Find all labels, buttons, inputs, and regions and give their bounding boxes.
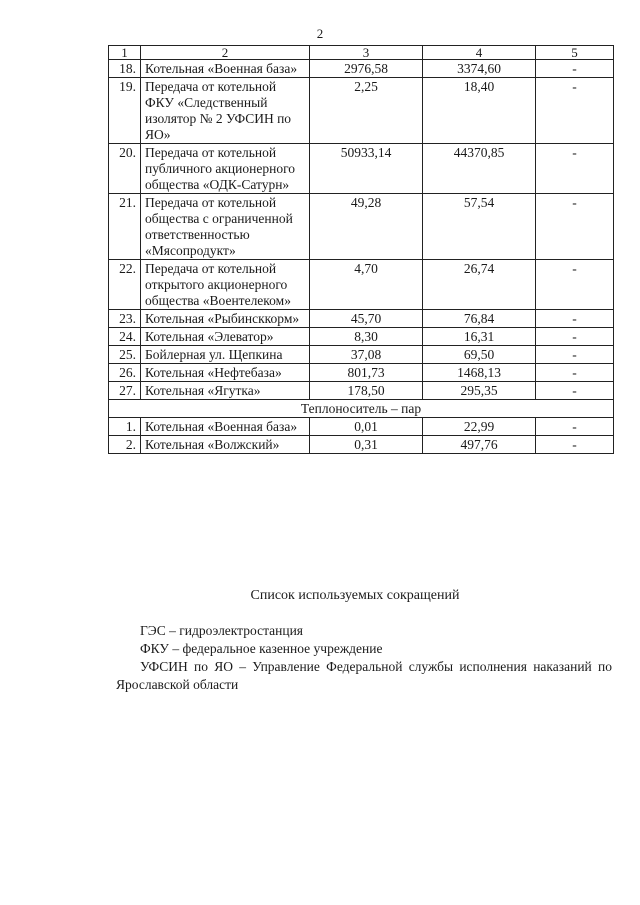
data-table xyxy=(108,45,614,454)
page-number: 2 xyxy=(316,26,324,41)
column-header: 3 xyxy=(310,46,423,60)
column-header: 5 xyxy=(536,46,614,60)
facility-name: Котельная «Волжский» xyxy=(141,436,310,454)
value-col5: - xyxy=(536,144,614,194)
table-row xyxy=(109,364,614,382)
row-number: 25. xyxy=(109,346,141,364)
value-col4: 26,74 xyxy=(423,260,536,310)
value-col5: - xyxy=(536,78,614,144)
value-col3: 801,73 xyxy=(310,364,423,382)
column-header: 2 xyxy=(141,46,310,60)
value-col4: 69,50 xyxy=(423,346,536,364)
row-number: 23. xyxy=(109,310,141,328)
table-row xyxy=(109,194,614,260)
value-col4: 3374,60 xyxy=(423,60,536,78)
facility-name: Бойлерная ул. Щепкина xyxy=(141,346,310,364)
value-col5: - xyxy=(536,346,614,364)
row-number: 26. xyxy=(109,364,141,382)
row-number: 27. xyxy=(109,382,141,400)
value-col3: 2976,58 xyxy=(310,60,423,78)
value-col3: 0,01 xyxy=(310,418,423,436)
abbreviation-item: ФКУ – федеральное казенное учреждение xyxy=(140,641,383,656)
row-number: 22. xyxy=(109,260,141,310)
abbreviation-item: ГЭС – гидроэлектростанция xyxy=(140,623,304,638)
facility-name: Котельная «Элеватор» xyxy=(141,328,310,346)
table-row xyxy=(109,310,614,328)
value-col4: 18,40 xyxy=(423,78,536,144)
value-col5: - xyxy=(536,418,614,436)
row-number: 18. xyxy=(109,60,141,78)
row-number: 1. xyxy=(109,418,141,436)
table-row xyxy=(109,418,614,436)
table-row xyxy=(109,60,614,78)
section-title: Теплоноситель – пар xyxy=(109,400,614,418)
value-col4: 16,31 xyxy=(423,328,536,346)
value-col5: - xyxy=(536,382,614,400)
facility-name: Передача от котельной общества с ограниченной ответственностью «Мясопродукт» xyxy=(141,194,310,260)
value-col3: 45,70 xyxy=(310,310,423,328)
value-col4: 295,35 xyxy=(423,382,536,400)
table-row xyxy=(109,78,614,144)
value-col3: 2,25 xyxy=(310,78,423,144)
table-row xyxy=(109,144,614,194)
value-col5: - xyxy=(536,194,614,260)
row-number: 20. xyxy=(109,144,141,194)
table-row xyxy=(109,260,614,310)
value-col5: - xyxy=(536,364,614,382)
table-header-row xyxy=(109,46,614,60)
table-row xyxy=(109,346,614,364)
value-col5: - xyxy=(536,260,614,310)
value-col4: 22,99 xyxy=(423,418,536,436)
facility-name: Передача от котельной ФКУ «Следственный изолятор № 2 УФСИН по ЯО» xyxy=(141,78,310,144)
facility-name: Котельная «Военная база» xyxy=(141,60,310,78)
facility-name: Котельная «Нефтебаза» xyxy=(141,364,310,382)
value-col4: 1468,13 xyxy=(423,364,536,382)
value-col4: 497,76 xyxy=(423,436,536,454)
row-number: 2. xyxy=(109,436,141,454)
table-row xyxy=(109,382,614,400)
table-row xyxy=(109,328,614,346)
facility-name: Котельная «Военная база» xyxy=(141,418,310,436)
row-number: 24. xyxy=(109,328,141,346)
value-col5: - xyxy=(536,328,614,346)
table-row xyxy=(109,436,614,454)
value-col3: 50933,14 xyxy=(310,144,423,194)
value-col3: 49,28 xyxy=(310,194,423,260)
value-col4: 44370,85 xyxy=(423,144,536,194)
row-number: 19. xyxy=(109,78,141,144)
value-col5: - xyxy=(536,310,614,328)
column-header: 1 xyxy=(109,46,141,60)
value-col3: 0,31 xyxy=(310,436,423,454)
abbreviation-item: УФСИН по ЯО – Управление Федеральной службы исполнения наказаний по Ярославской области xyxy=(116,659,612,692)
value-col5: - xyxy=(536,60,614,78)
row-number: 21. xyxy=(109,194,141,260)
value-col3: 178,50 xyxy=(310,382,423,400)
abbreviations-title: Список используемых сокращений xyxy=(250,588,460,603)
value-col4: 76,84 xyxy=(423,310,536,328)
facility-name: Котельная «Ягутка» xyxy=(141,382,310,400)
value-col3: 8,30 xyxy=(310,328,423,346)
section-row xyxy=(109,400,614,418)
value-col3: 4,70 xyxy=(310,260,423,310)
facility-name: Передача от котельной открытого акционерного общества «Воентелеком» xyxy=(141,260,310,310)
value-col5: - xyxy=(536,436,614,454)
value-col3: 37,08 xyxy=(310,346,423,364)
value-col4: 57,54 xyxy=(423,194,536,260)
facility-name: Котельная «Рыбинсккорм» xyxy=(141,310,310,328)
facility-name: Передача от котельной публичного акционерного общества «ОДК-Сатурн» xyxy=(141,144,310,194)
column-header: 4 xyxy=(423,46,536,60)
